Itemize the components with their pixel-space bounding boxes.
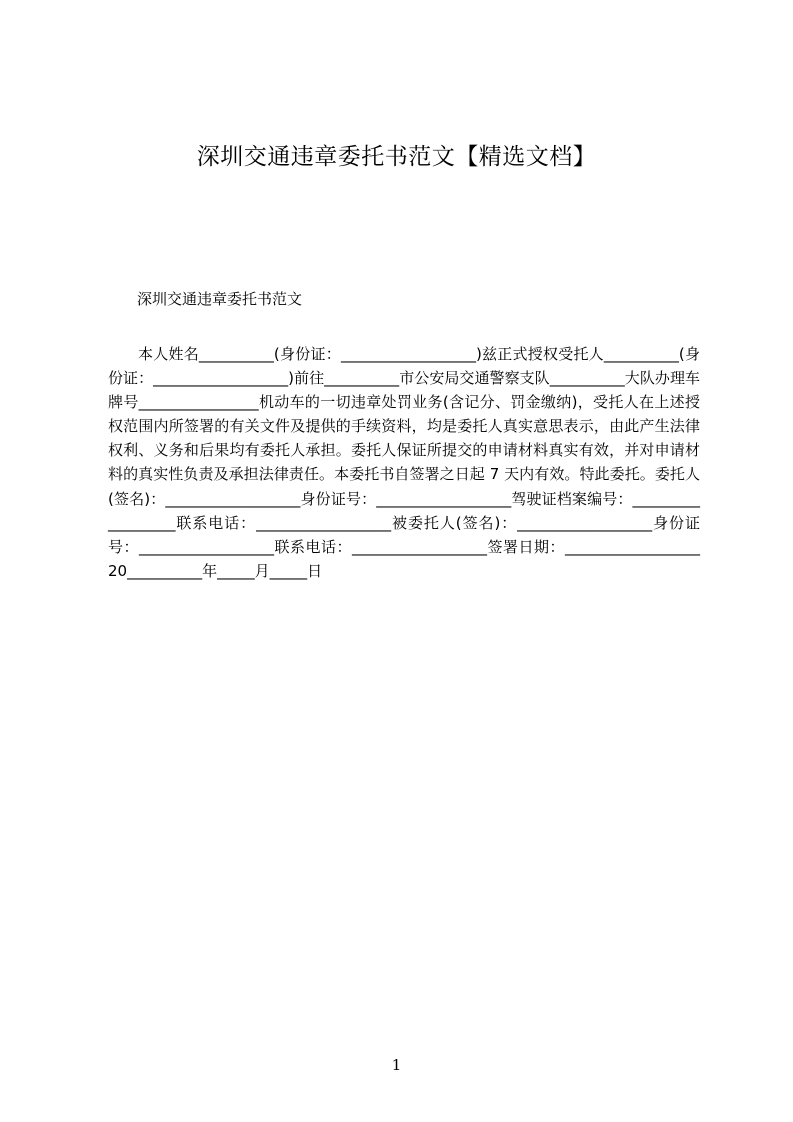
page-number: 1 (391, 1056, 402, 1074)
document-subtitle: 深圳交通违章委托书范文 (137, 290, 303, 308)
page-title: 深圳交通违章委托书范文【精选文档】 (196, 144, 597, 170)
body-paragraph: 本人姓名__________(身份证：__________________)兹正式授权受托人__________(身份证：__________________)前往__________市公安局交通警察支队__________大队办理车牌号________________机动车的一切违章处罚业务(含记分、罚金缴纳)，受托人在上述授权范围内所签署的有关文件及提供的手续资料，均是委托人真实意思表示，由此产生法律权利、义务和后果均有委托人承担。委托人保证所提交的申请材料真实有效，并对申请材料的真实性负责及承担法律责任。本委托书自签署之日起 7 天内有效。特此委托。委托人(签名)：__________________身份证号：__________________驾驶证档案编号：__________________联系电话：__________________被委托人(签名)：__________________身份证号：__________________联系电话：__________________签署日期：__________________20__________年_____月_____日 (108, 345, 700, 580)
